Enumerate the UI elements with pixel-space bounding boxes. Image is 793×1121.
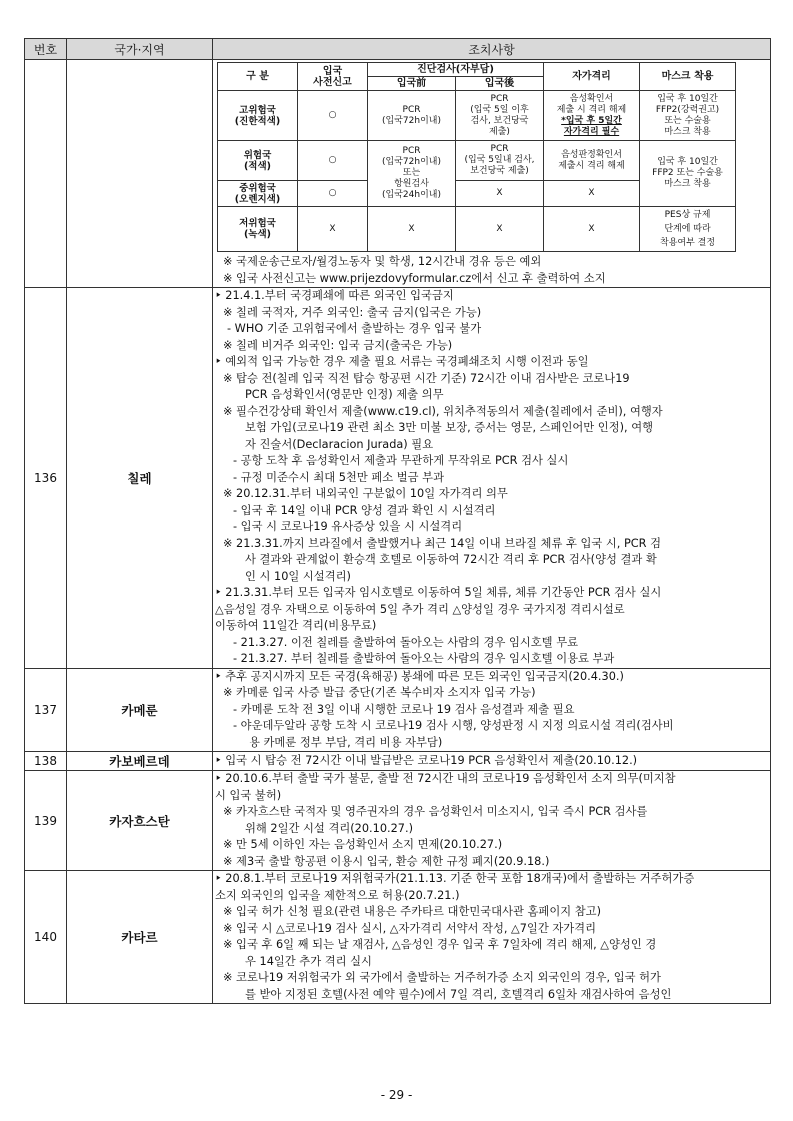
measure-line: 보험 가입(코로나19 관련 최소 3만 미불 보장, 증서는 영문, 스페인어만 인정), 여행 [245, 421, 654, 434]
row-num [25, 60, 67, 288]
measure-line: ※ 입국 허가 신청 필요(관련 내용은 주카타르 대한민국대사관 홈페이지 참고) [223, 905, 601, 918]
measure-line: 이동하여 11일간 격리(비용무료) [215, 619, 377, 632]
inner-after-risk: PCR (입국 5일내 검사, 보건당국 제출) [456, 141, 544, 181]
measure-line: △음성일 경우 자택으로 이동하여 5일 추가 격리 △양성일 경우 국가지정 격리시설로 [215, 602, 625, 616]
measure-line: 소지 외국인의 입국을 제한적으로 허용(20.7.21.) [215, 888, 460, 902]
inner-h-mask: 마스크 착용 [640, 63, 736, 91]
inner-mask-risk: 입국 후 10일간 FFP2 또는 수술용 마스크 착용 [640, 141, 736, 207]
row-country [67, 60, 213, 288]
measure-line: ‣ 21.3.31.부터 모든 입국자 임시호텔로 이동하여 5일 체류, 체류 기간동안 PCR 검사 실시 [215, 586, 662, 599]
inner-quarantine-high [544, 91, 640, 141]
inner-h-quarantine: 자가격리 [544, 63, 640, 91]
inner-h-before: 입국前 [368, 77, 456, 91]
row-num: 139 [25, 771, 67, 871]
inner-after-high: PCR (입국 5일 이후 검사, 보건당국 제출) [456, 91, 544, 141]
inner-mask-low: PES상 규제 단계에 따라 착용여부 결정 [640, 207, 736, 252]
header-num: 번호 [25, 39, 67, 60]
measure-line: 사 결과와 관계없이 환승객 호텔로 이동하여 72시간 격리 후 PCR 검사(양성 결과 확 [245, 553, 657, 566]
inner-h-category: 구 분 [218, 63, 298, 91]
measure-line: 자 진술서(Declaracion Jurada) 필요 [245, 437, 434, 451]
row-num: 136 [25, 288, 67, 669]
measure-line: 용 카메룬 정부 부담, 격리 비용 자부담) [249, 735, 443, 749]
measure-line: 를 받아 지정된 호텔(사전 예약 필수)에서 7일 격리, 호텔격리 6일차 재검사하여 음성인 [245, 987, 672, 1001]
measure-line: ※ 입국 시 △코로나19 검사 실시, △자가격리 서약서 작성, △7일간 자가격리 [223, 921, 597, 935]
row-num: 138 [25, 752, 67, 771]
measure-line: ※ 칠레 국적자, 거주 외국인: 출국 금지(입국은 가능) [223, 305, 482, 319]
top-note-2: ※ 입국 사전신고는 www.prijezdovyformular.cz에서 신고 후 출력하여 소지 [223, 271, 606, 285]
row-measures [213, 871, 771, 1004]
inner-h-after: 입국後 [456, 77, 544, 91]
measure-line: 우 14일간 추가 격리 실시 [245, 954, 372, 968]
table-row [25, 668, 771, 752]
measure-line: ※ 21.3.31.까지 브라질에서 출발했거나 최근 14일 이내 브라질 체류 후 입국 시, PCR 검 [223, 536, 662, 550]
row-country: 카타르 [67, 871, 213, 1004]
page-number: - 29 - [380, 1088, 413, 1102]
inner-mask-high: 입국 후 10일간 FFP2(강력권고) 또는 수술용 마스크 착용 [640, 91, 736, 141]
inner-quarantine-high-text: 음성확인서 제출 시 격리 해제 [556, 93, 627, 115]
measure-line: - 공항 도착 후 음성확인서 제출과 무관하게 무작위로 PCR 검사 실시 [233, 454, 569, 467]
inner-label-high: 고위험국 (진한적색) [218, 91, 298, 141]
measure-line: ※ 만 5세 이하인 자는 음성확인서 소지 면제(20.10.27.) [223, 838, 503, 851]
row-country: 칠레 [67, 288, 213, 669]
measure-line: ‣ 20.10.6.부터 출발 국가 불문, 출발 전 72시간 내의 코로나19 음성확인서 소지 의무(미지참 [215, 772, 676, 785]
measure-line: ‣ 추후 공지시까지 모든 국경(육해공) 봉쇄에 따른 모든 외국인 입국금지(20.4.30.) [215, 669, 624, 683]
measure-line: ※ 코로나19 저위험국가 외 국가에서 출발하는 거주허가증 소지 외국인의 경우, 입국 허가 [223, 971, 661, 984]
measure-line: ‣ 입국 시 탑승 전 72시간 이내 발급받은 코로나19 PCR 음성확인서 제출(20.10.12.) [215, 753, 638, 767]
inner-before-high: PCR (입국72h이내) [368, 91, 456, 141]
measure-line: ※ 카자흐스탄 국적자 및 영주권자의 경우 음성확인서 미소지시, 입국 즉시 PCR 검사를 [223, 805, 648, 818]
header-country: 국가·지역 [67, 39, 213, 60]
inner-prereg-mid: ○ [298, 181, 368, 207]
table-row [25, 771, 771, 871]
table-header [25, 39, 771, 60]
inner-prereg-low: X [298, 207, 368, 252]
table-row-top [25, 60, 771, 288]
measure-line: - 21.3.27. 부터 칠레를 출발하여 돌아오는 사람의 경우 임시호텔 이용료 부과 [233, 652, 615, 665]
row-measures [213, 288, 771, 669]
row-measures [213, 60, 771, 288]
row-num: 137 [25, 668, 67, 752]
measure-line: ‣ 예외적 입국 가능한 경우 제출 필요 서류는 국경폐쇄조치 시행 이전과 동일 [215, 355, 589, 368]
inner-label-risk: 위험국 (적색) [218, 141, 298, 181]
top-note-1: ※ 국제운송근로자/월경노동자 및 학생, 12시간내 경유 등은 예외 [223, 255, 542, 268]
row-measures [213, 752, 771, 771]
measure-line: - WHO 기준 고위험국에서 출발하는 경우 입국 불가 [227, 322, 482, 335]
measure-line: - 야운데두알라 공항 도착 시 코로나19 검사 시행, 양성판정 시 지정 의료시설 격리(검사비 [233, 719, 674, 732]
measure-line: 위해 2일간 시설 격리(20.10.27.) [245, 821, 413, 835]
measure-line: 인 시 10일 시설격리) [245, 569, 351, 583]
row-country: 카메룬 [67, 668, 213, 752]
measure-line: ※ 20.12.31.부터 내외국인 구분없이 10일 자가격리 의무 [223, 487, 508, 500]
inner-prereg-high: ○ [298, 91, 368, 141]
measure-line: - 규정 미준수시 최대 5천만 페소 벌금 부과 [233, 470, 445, 484]
measure-line: ※ 칠레 비거주 외국인: 입국 금지(출국은 가능) [223, 338, 453, 352]
inner-label-mid: 중위험국 (오렌지색) [218, 181, 298, 207]
measures-table [24, 38, 771, 1004]
inner-before-risk: PCR (입국72h이내) 또는 항원검사 (입국24h이내) [368, 141, 456, 207]
table-row [25, 752, 771, 771]
inner-h-prereg: 입국 사전신고 [298, 63, 368, 91]
table-row [25, 288, 771, 669]
measure-line: - 입국 후 14일 이내 PCR 양성 결과 확인 시 시설격리 [233, 503, 496, 517]
row-num: 140 [25, 871, 67, 1004]
measure-line: - 21.3.27. 이전 칠레를 출발하여 돌아오는 사람의 경우 임시호텔 무료 [233, 635, 579, 649]
inner-after-mid: X [456, 181, 544, 207]
measure-line: - 카메룬 도착 전 3일 이내 시행한 코로나 19 검사 음성결과 제출 필요 [233, 702, 575, 716]
measure-line: ※ 제3국 출발 항공편 이용시 입국, 환승 제한 규정 폐지(20.9.18.) [223, 854, 550, 868]
inner-quarantine-low: X [544, 207, 640, 252]
measure-line: ※ 필수건강상태 확인서 제출(www.c19.cl), 위치추적동의서 제출(칠레에서 준비), 여행자 [223, 404, 663, 418]
inner-quarantine-risk: 음성판정확인서 제출시 격리 해제 [544, 141, 640, 181]
measure-line: PCR 음성확인서(영문만 인정) 제출 의무 [245, 388, 444, 401]
row-country: 카보베르데 [67, 752, 213, 771]
row-measures [213, 668, 771, 752]
measure-line: ※ 카메룬 입국 사증 발급 중단(기존 복수비자 소지자 입국 가능) [223, 686, 536, 699]
table-row [25, 871, 771, 1004]
measure-line: ‣ 21.4.1.부터 국경폐쇄에 따른 외국인 입국금지 [215, 289, 454, 302]
measure-line: ※ 입국 후 6일 째 되는 날 재검사, △음성인 경우 입국 후 7일차에 격리 해제, △양성인 경 [223, 938, 657, 951]
measure-line: - 입국 시 코로나19 유사증상 있을 시 시설격리 [233, 520, 463, 533]
header-measures: 조치사항 [213, 39, 771, 60]
measure-line: ‣ 20.8.1.부터 코로나19 저위험국가(21.1.13. 기준 한국 포함 18개국)에서 출발하는 거주허가증 [215, 872, 695, 885]
czech-risk-table [217, 62, 736, 252]
inner-quarantine-mid: X [544, 181, 640, 207]
inner-label-low: 저위험국 (녹색) [218, 207, 298, 252]
row-measures [213, 771, 771, 871]
measure-line: 시 입국 불허) [215, 788, 282, 802]
row-country: 카자흐스탄 [67, 771, 213, 871]
measure-line: ※ 탑승 전(칠레 입국 직전 탑승 항공편 시간 기준) 72시간 이내 검사받은 코로나19 [223, 371, 630, 385]
inner-prereg-risk: ○ [298, 141, 368, 181]
inner-after-low: X [456, 207, 544, 252]
inner-h-test: 진단검사(자부담) [368, 63, 544, 77]
inner-quarantine-high-note: *입국 후 5일간 자가격리 필수 [561, 115, 622, 137]
inner-before-low: X [368, 207, 456, 252]
